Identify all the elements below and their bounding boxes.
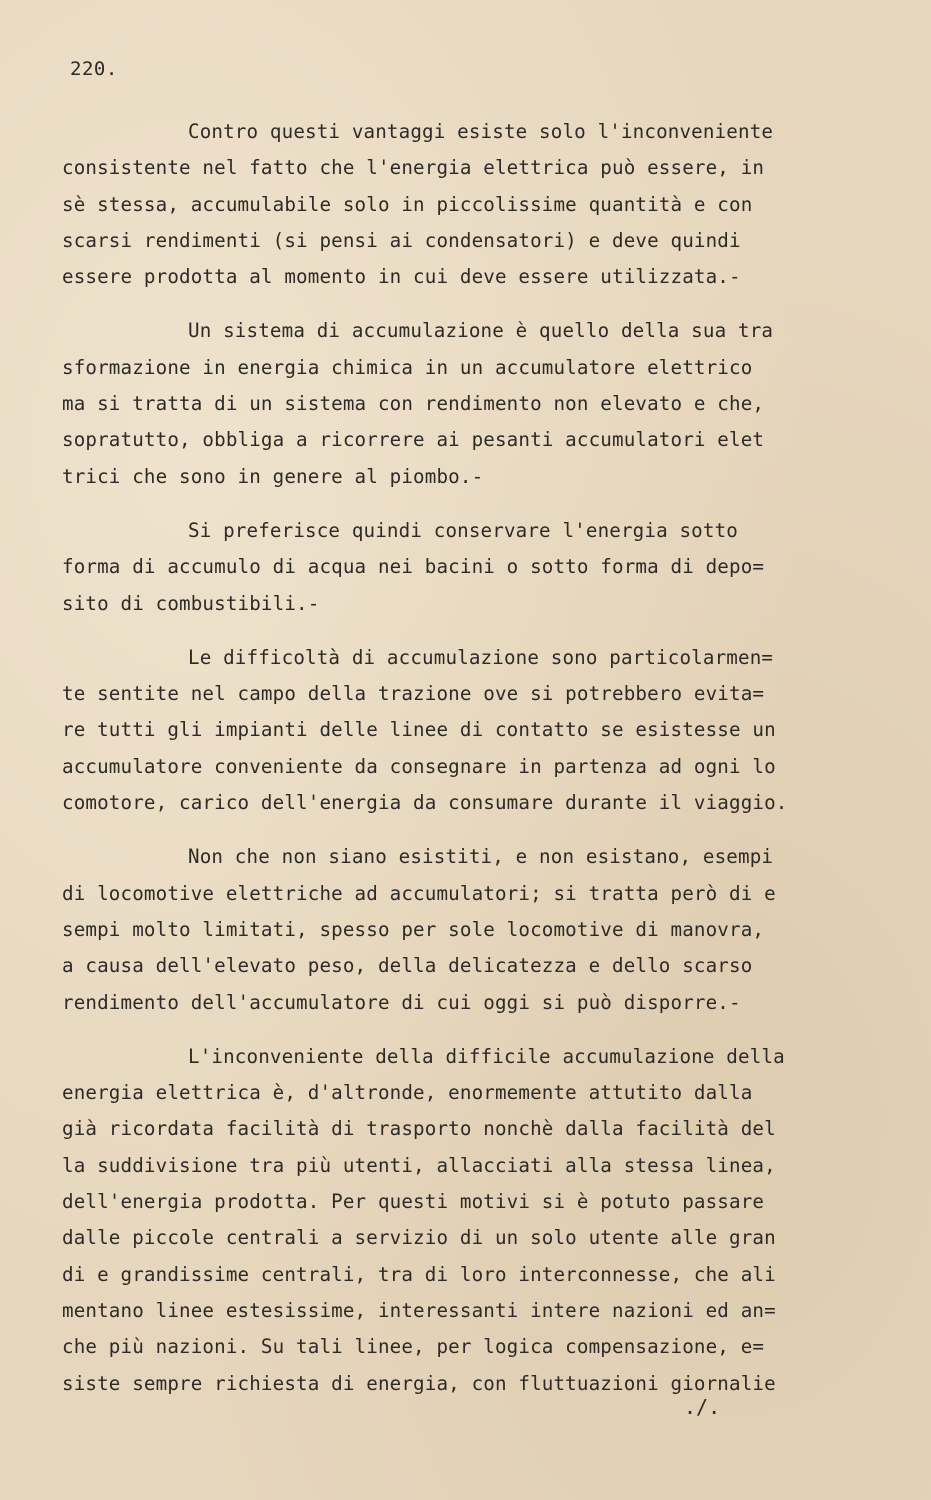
text-line: trici che sono in genere al piombo.- [62,464,484,488]
text-line: sopratutto, obbliga a ricorrere ai pesanti accumulatori elet [62,428,765,452]
body-text [62,114,852,1420]
text-line: energia elettrica è, d'altronde, enormemente attutito dalla [62,1081,753,1105]
text-line: mentano linee estesissime, interessanti intere nazioni ed an= [62,1298,776,1322]
page-number: 220. [70,58,118,80]
text-line: già ricordata facilità di trasporto nonchè dalla facilità del [62,1117,776,1141]
paragraph-1 [62,114,852,295]
text-line: sè stessa, accumulabile solo in piccolissime quantità e con [62,192,753,216]
text-line: a causa dell'elevato peso, della delicatezza e dello scarso [62,954,753,978]
paragraph-4 [62,640,852,821]
text-line: te sentite nel campo della trazione ove si potrebbero evita= [62,682,765,706]
text-line: accumulatore conveniente da consegnare in partenza ad ogni lo [62,754,776,778]
paragraph-5 [62,839,852,1020]
text-line: dell'energia prodotta. Per questi motivi si è potuto passare [62,1190,765,1214]
text-line: rendimento dell'accumulatore di cui oggi si può disporre.- [62,990,741,1014]
text-line: essere prodotta al momento in cui deve essere utilizzata.- [62,265,741,289]
text-line: Si preferisce quindi conservare l'energia sotto [188,518,738,542]
text-line: consistente nel fatto che l'energia elettrica può essere, in [62,156,765,180]
text-line: Le difficoltà di accumulazione sono particolarmen= [188,645,774,669]
text-line: la suddivisione tra più utenti, allacciati alla stessa linea, [62,1153,776,1177]
text-line: dalle piccole centrali a servizio di un solo utente alle gran [62,1226,776,1250]
text-line: ma si tratta di un sistema con rendimento non elevato e che, [62,392,765,416]
paragraph-3 [62,513,852,622]
text-line: di e grandissime centrali, tra di loro interconnesse, che ali [62,1262,776,1286]
text-line: siste sempre richiesta di energia, con fluttuazioni giornalie [62,1371,776,1395]
text-line: scarsi rendimenti (si pensi ai condensatori) e deve quindi [62,228,741,252]
text-line: forma di accumulo di acqua nei bacini o sotto forma di depo= [62,555,765,579]
text-line: comotore, carico dell'energia da consumare durante il viaggio. [62,791,788,815]
continuation-mark: ./. [684,1395,721,1419]
text-line: Un sistema di accumulazione è quello della sua tra [188,319,774,343]
text-line: re tutti gli impianti delle linee di contatto se esistesse un [62,718,776,742]
text-line: Non che non siano esistiti, e non esistano, esempi [188,845,774,869]
text-line: L'inconveniente della difficile accumulazione della [188,1044,785,1068]
text-line: che più nazioni. Su tali linee, per logica compensazione, e= [62,1335,765,1359]
paragraph-2 [62,313,852,494]
text-line: sformazione in energia chimica in un accumulatore elettrico [62,355,753,379]
text-line: sempi molto limitati, spesso per sole locomotive di manovra, [62,917,765,941]
text-line: di locomotive elettriche ad accumulatori; si tratta però di e [62,881,776,905]
text-line: Contro questi vantaggi esiste solo l'inconveniente [188,120,774,143]
text-line: sito di combustibili.- [62,591,320,615]
paragraph-6 [62,1039,852,1402]
